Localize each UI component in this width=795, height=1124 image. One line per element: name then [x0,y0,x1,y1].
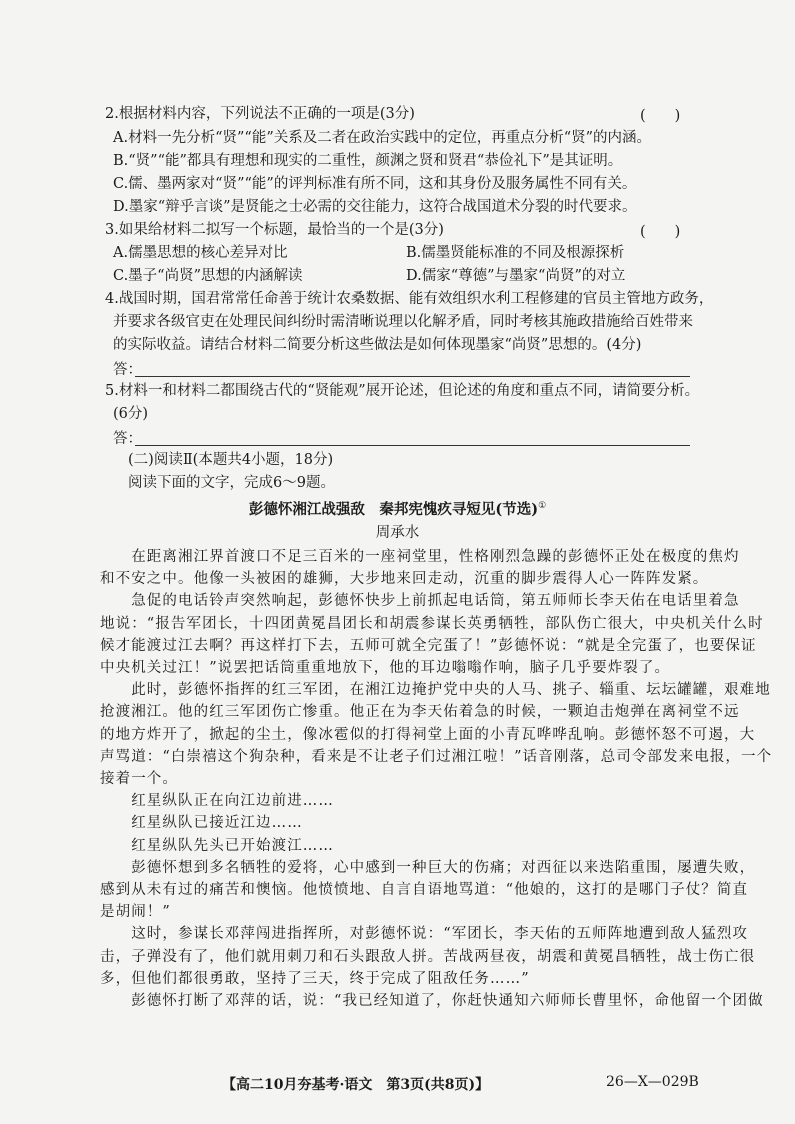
section-instruction: 阅读下面的文字，完成6～9题。 [128,475,335,491]
article-line: 和不安之中。他像一头被困的雄狮，大步地来回走动，沉重的脚步震得人心一阵阵发紧。 [100,571,709,588]
article-line: 多，但他们都很勇敢，坚持了三天，终于完成了阻敌任务……” [100,970,530,987]
article-line: 红星纵队正在向江边前进…… [100,793,334,810]
q3-option-b: B.儒墨贤能标准的不同及根源探析 [406,245,625,261]
q4-line-2: 并要求各级官吏在处理民间纠纷时需清晰说理以化解矛盾，同时考核其施政措施给百姓带来 [113,314,693,330]
article-line: 彭德怀打断了邓萍的话，说：“我已经知道了，你赶快通知六师师长曹里怀，命他留一个团做 [100,993,764,1010]
article-line: 接着一个。 [100,771,178,788]
q4-answer-label: 答： [113,362,142,378]
q2-option-d: D.墨家“辩乎言谈”是贤能之士必需的交往能力，这符合战国道术分裂的时代要求。 [113,199,637,215]
page-footer [0,1074,795,1096]
article-line: 急促的电话铃声突然响起，彭德怀快步上前抓起电话筒，第五师师长李天佑在电话里着急 [100,593,740,610]
article-line: 感到从未有过的痛苦和懊恼。他愤愤地、自言自语地骂道：“他娘的，这打的是哪门子仗？简直 [100,882,749,899]
article-line: 红星纵队先头已开始渡江…… [100,837,334,854]
footer-exam-info: 【高二10月夯基考·语文 第3页(共8页)】 [222,1077,490,1093]
q3-option-d: D.儒家“尊德”与墨家“尚贤”的对立 [406,268,626,284]
q3-option-c: C.墨子“尚贤”思想的内涵解读 [113,268,303,284]
q5-line-1: 5.材料一和材料二都围绕古代的“贤能观”展开论述，但论述的角度和重点不同，请简要分析。 [105,383,700,399]
q4-answer-line[interactable] [135,358,690,377]
q4-line-3: 的实际收益。请结合材料二简要分析这些做法是如何体现墨家“尚贤”思想的。(4分) [113,337,642,353]
article-line: 的地方炸开了，掀起的尘土，像冰雹似的打得祠堂上面的小青瓦哗哗乱响。彭德怀怒不可遏，大 [100,726,756,743]
q2-option-a: A.材料一先分析“贤”“能”关系及二者在政治实践中的定位，再重点分析“贤”的内涵。 [113,130,652,146]
article-title [0,498,795,519]
article-line: 中央机关过江！”说罢把话筒重重地放下，他的耳边嗡嗡作响，脑子几乎要炸裂了。 [100,660,671,677]
article-line: 这时，参谋长邓萍闯进指挥所，对彭德怀说：“军团长，李天佑的五师阵地遭到敌人猛烈攻 [100,926,749,943]
q3-option-a: A.儒墨思想的核心差异对比 [113,245,288,261]
q3-stem: 3.如果给材料二拟写一个标题，最恰当的一个是(3分) [105,222,444,238]
q2-option-b: B.“贤”“能”都具有理想和现实的二重性，颜渊之贤和贤君“恭俭礼下”是其证明。 [113,153,623,169]
article-body [100,546,773,1012]
article-line: 击，子弹没有了，他们就用刺刀和石头跟敌人拼。苦战两昼夜，胡震和黄冕昌牺牲，战士伤亡很 [100,948,756,965]
article-line: 声骂道：“白崇禧这个狗杂种，看来是不让老子们过湘江啦！”话音刚落，总司令部发来电报，一个 [100,748,773,765]
article-line: 在距离湘江界首渡口不足三百米的一座祠堂里，性格刚烈急躁的彭德怀正处在极度的焦灼 [100,549,740,565]
q5-answer-line[interactable] [135,427,690,446]
article-line: 彭德怀想到多名牺牲的爱将，心中感到一种巨大的伤痛；对西征以来迭陷重围，屡遭失败， [100,859,756,876]
article-line: 候才能渡过江去啊？再这样打下去，五师可就全完蛋了！”彭德怀说：“就是全完蛋了，也要保证 [100,637,757,654]
article-line: 此时，彭德怀指挥的红三军团，在湘江边掩护党中央的人马、挑子、辎重、坛坛罐罐，艰难地 [100,682,771,699]
article-author: 周承水 [375,525,420,541]
footnote-mark: ① [538,501,547,512]
section-heading: (二)阅读Ⅱ(本题共4小题，18分) [128,452,334,468]
article-title-text: 彭德怀湘江战强敌 秦邦宪愧疚寻短见(节选) [248,501,539,518]
q2-option-c: C.儒、墨两家对“贤”“能”的评判标准有所不同，这和其身份及服务属性不同有关。 [113,176,637,192]
q5-line-2: (6分) [113,406,149,422]
article-line: 是胡闹！” [100,904,171,921]
q2-answer-bracket: ( ) [640,108,681,124]
article-line: 抢渡湘江。他的红三军团伤亡惨重。他正在为李天佑着急的时候，一颗迫击炮弹在离祠堂不远 [100,704,740,721]
q3-answer-bracket: ( ) [640,224,681,240]
q5-answer-label: 答： [113,431,142,447]
q4-line-1: 4.战国时期，国君常常任命善于统计农桑数据、能有效组织水利工程修建的官员主管地方政务， [105,291,714,307]
q2-stem: 2.根据材料内容，下列说法不正确的一项是(3分) [105,106,415,122]
article-line: 地说：“报告军团长，十四团黄冕昌团长和胡震参谋长英勇牺牲，部队伤亡很大，中央机关什么时 [100,615,764,632]
article-line: 红星纵队已接近江边…… [100,815,303,832]
footer-code: 26—X—029B [606,1074,699,1090]
